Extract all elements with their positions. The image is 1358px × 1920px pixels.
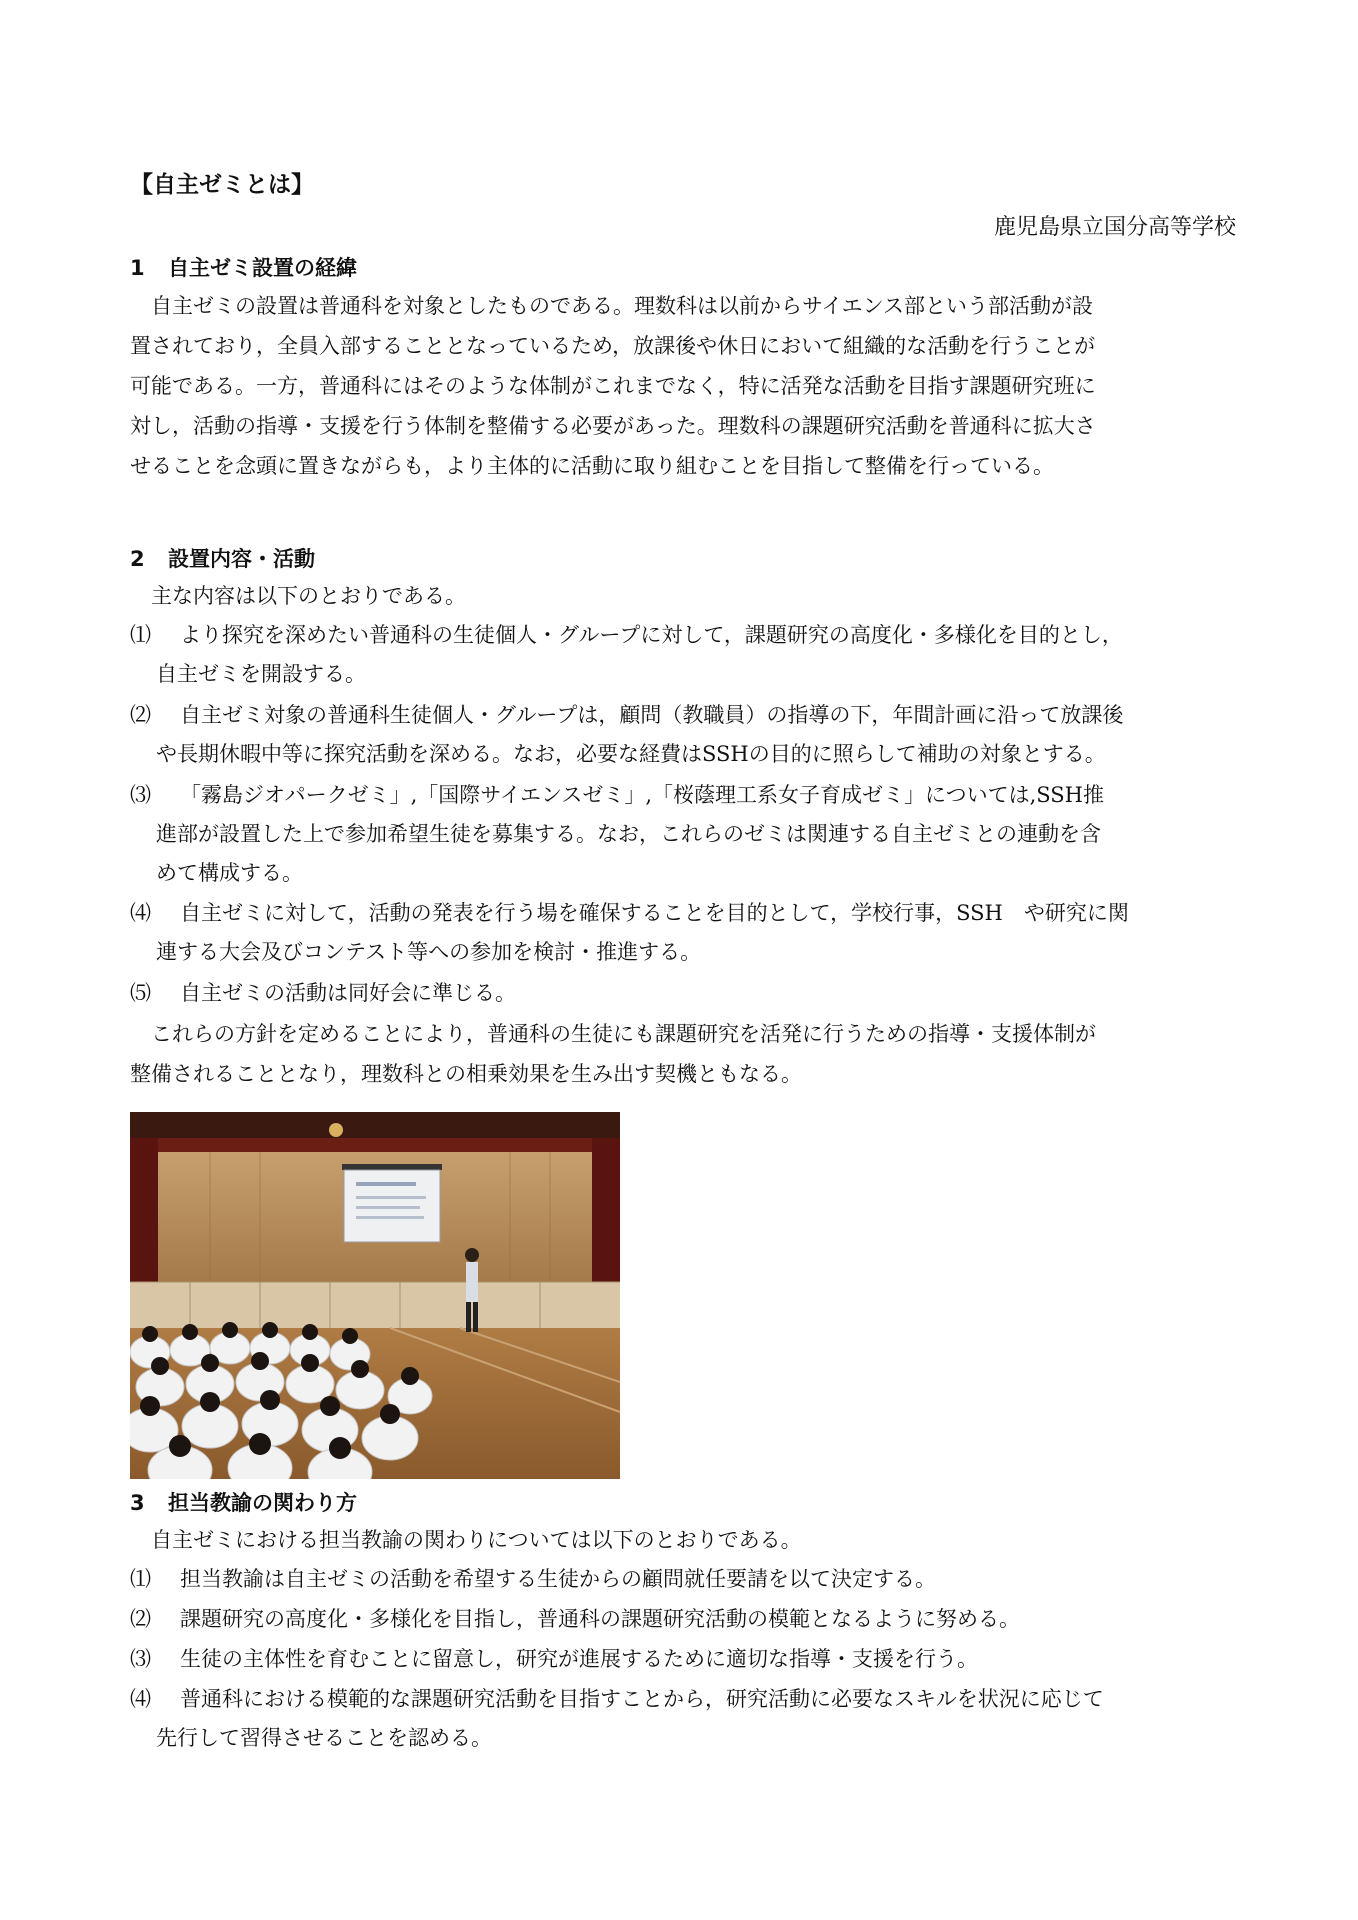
list-text: より探究を深めたい普通科の生徒個人・グループに対して，課題研究の高度化・多様化を目的とし，: [180, 623, 1123, 647]
section-2-intro-text: 主な内容は以下のとおりである。: [130, 584, 466, 608]
section-1-line: 可能である。一方，普通科にはそのような体制がこれまでなく，特に活発な活動を目指す課題研究班に: [130, 374, 1096, 398]
section-2-number: 2: [130, 547, 145, 571]
list-text: 自主ゼミに対して，活動の発表を行う場を確保することを目的として，学校行事，SSH や研究に関: [180, 901, 1129, 925]
section-3-title: 担当教諭の関わり方: [168, 1491, 357, 1515]
list-text: 「霧島ジオパークゼミ」,「国際サイエンスゼミ」,「桜蔭理工系女子育成ゼミ」については,SSH推: [180, 783, 1104, 807]
section-2-item-5: [130, 974, 1238, 1013]
section-1-body: [130, 286, 1238, 486]
section-2-intro: [130, 576, 1238, 616]
section-1-number: 1: [130, 256, 145, 280]
list-text: 自主ゼミを開設する。: [156, 662, 366, 686]
section-2-item-2: [130, 696, 1238, 774]
list-text: や長期休暇中等に探究活動を深める。なお，必要な経費はSSHの目的に照らして補助の対象とする。: [156, 742, 1106, 766]
list-text: 生徒の主体性を育むことに留意し，研究が進展するために適切な指導・支援を行う。: [180, 1647, 978, 1671]
section-1-title: 自主ゼミ設置の経緯: [168, 256, 357, 280]
section-2-item-4: [130, 894, 1238, 972]
section-3-intro-text: 自主ゼミにおける担当教諭の関わりについては以下のとおりである。: [130, 1528, 802, 1552]
list-text: めて構成する。: [156, 861, 303, 885]
list-text: 進部が設置した上で参加希望生徒を募集する。なお，これらのゼミは関連する自主ゼミとの連動を含: [156, 822, 1101, 846]
section-1-line: 自主ゼミの設置は普通科を対象としたものである。理数科は以前からサイエンス部という部活動が設: [130, 294, 1094, 318]
section-2-item-1: [130, 616, 1238, 694]
list-marker: ⑷: [130, 901, 151, 925]
document-title: 【自主ゼミとは】: [130, 172, 314, 198]
list-text: 先行して習得させることを認める。: [156, 1726, 492, 1750]
list-marker: ⑵: [130, 703, 151, 727]
section-2-heading: [130, 543, 315, 573]
section-3-item-3: [130, 1640, 1238, 1679]
section-3-number: 3: [130, 1491, 145, 1515]
section-3-item-4: [130, 1680, 1238, 1758]
list-text: 連する大会及びコンテスト等への参加を検討・推進する。: [156, 940, 702, 964]
list-marker: ⑶: [130, 1647, 151, 1671]
list-marker: ⑷: [130, 1687, 151, 1711]
closing-line: これらの方針を定めることにより，普通科の生徒にも課題研究を活発に行うための指導・支援体制が: [130, 1022, 1096, 1046]
section-1-line: せることを念頭に置きながらも，より主体的に活動に取り組むことを目指して整備を行っている。: [130, 454, 1054, 478]
school-name: 鹿児島県立国分高等学校: [993, 215, 1236, 240]
list-marker: ⑵: [130, 1607, 151, 1631]
list-text: 課題研究の高度化・多様化を目指し，普通科の課題研究活動の模範となるように努める。: [180, 1607, 1020, 1631]
section-1-line: 対し，活動の指導・支援を行う体制を整備する必要があった。理数科の課題研究活動を普通科に拡大さ: [130, 414, 1096, 438]
list-text: 担当教諭は自主ゼミの活動を希望する生徒からの顧問就任要請を以て決定する。: [180, 1567, 936, 1591]
section-2-title: 設置内容・活動: [168, 547, 315, 571]
seminar-photo: [130, 1112, 620, 1479]
section-2-item-3: [130, 776, 1238, 893]
section-3-intro: [130, 1520, 1238, 1560]
list-text: 普通科における模範的な課題研究活動を目指すことから，研究活動に必要なスキルを状況に応じて: [180, 1687, 1104, 1711]
section-1-line: 置されており，全員入部することとなっているため，放課後や休日において組織的な活動を行うことが: [130, 334, 1096, 358]
list-marker: ⑶: [130, 783, 151, 807]
section-3-heading: [130, 1487, 357, 1517]
section-3-item-1: [130, 1560, 1238, 1599]
list-marker: ⑸: [130, 981, 151, 1005]
seminar-photo-drawing: [130, 1112, 620, 1479]
list-text: 自主ゼミ対象の普通科生徒個人・グループは，顧問（教職員）の指導の下，年間計画に沿って放課後: [180, 703, 1124, 727]
list-marker: ⑴: [130, 1567, 151, 1591]
section-1-heading: [130, 252, 357, 282]
section-2-closing: [130, 1014, 1238, 1094]
list-marker: ⑴: [130, 623, 151, 647]
closing-line: 整備されることとなり，理数科との相乗効果を生み出す契機ともなる。: [130, 1062, 802, 1086]
list-text: 自主ゼミの活動は同好会に準じる。: [180, 981, 516, 1005]
section-3-item-2: [130, 1600, 1238, 1639]
